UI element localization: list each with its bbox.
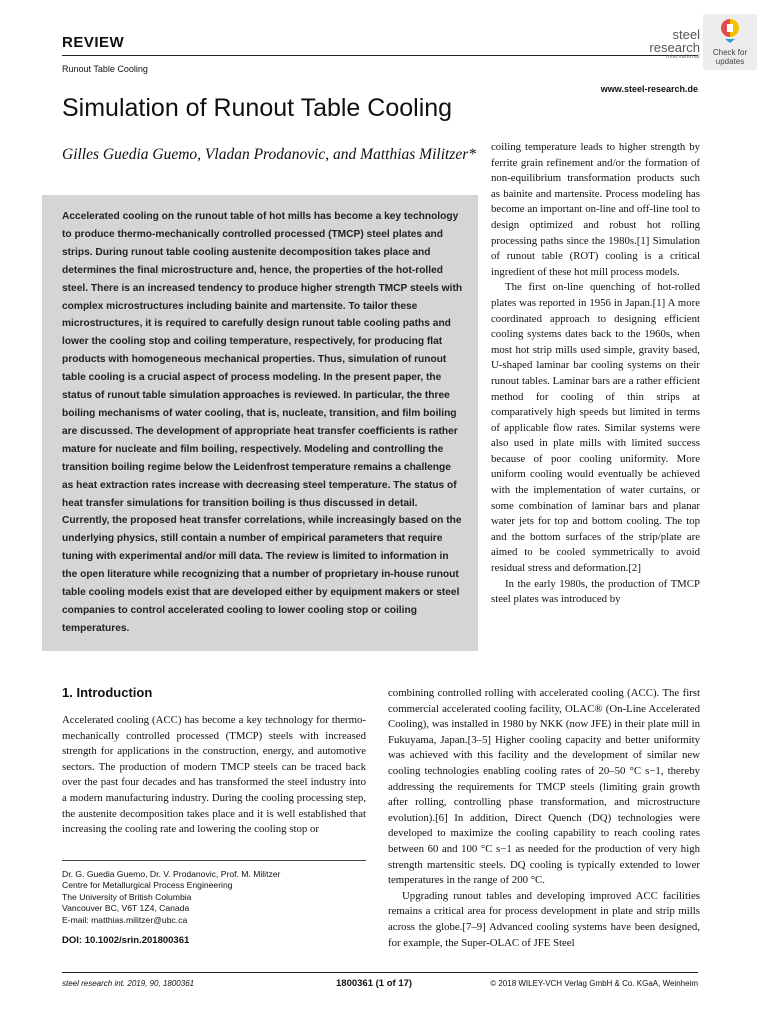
paragraph-first-online-quenching: The first on-line quenching of hot-rolled plates was reported in 1956 in Japan.[1] A more coordinated approach to designing efficient cooling systems dates back to the 1960s, when most hot strip mills used simple, gravity based, U-shaped laminar bar cooling systems on their runout tables. Laminar bars are a rather efficient method for cooling of thin strips at comparatively high speeds but limited in terms of applicable flow rates. Similar systems were also used in plate mills with limited success because of poor cooling uniformity. More uniform cooling would eventually be achieved with the implementation of water curtains, or some combination of laminar bars and planar water jets for top and bottom cooling. The top and the bottom surfaces of the strip/plate are aimed to be cooled symmetrically to avoid residual stress and deformation.[2]: [491, 281, 700, 575]
paragraph-early-1980s-start: In the early 1980s, the production of TMCP steel plates was introduced by: [491, 577, 700, 606]
footer-page-number: 1800361 (1 of 17): [336, 978, 413, 989]
affiliation-centre: Centre for Metallurgical Process Engineering: [62, 880, 233, 891]
crossmark-icon: [719, 17, 741, 43]
author-list: Gilles Guedia Guemo, Vladan Prodanovic, and Matthias Militzer*: [62, 146, 477, 163]
paragraph-introduction: Accelerated cooling (ACC) has become a key technology for thermo-mechanically controlled processed (TMCP) steels with increased strength for applications in the construction, energy, and automotive sectors. The production of modern TMCP steels can be traced back over the past four decades and has transformed the steel industry into a modern manufacturing industry. During the cooling processing step, the austenite decomposition takes place and it is well established that increasing the cooling rate and lowering the cooling stop or: [62, 714, 366, 836]
logo-word-international: international: [666, 54, 700, 60]
journal-url-link[interactable]: www.steel-research.de: [600, 84, 698, 94]
footer-citation: steel research int. 2019, 90, 1800361: [62, 979, 195, 988]
affiliation-university: The University of British Columbia: [62, 891, 192, 902]
affiliation-email-link[interactable]: E-mail: matthias.militzer@ubc.ca: [62, 914, 188, 925]
paragraph-coiling: coiling temperature leads to higher strength by ferrite grain refinement and/or the formation of non-equilibrium transformation products such as bainite and martensite. Process modeling has become an important on-line and off-line tool to design optimized and robust hot rolling processing paths since the 1980s.[1] Simulation of runout table (ROT) cooling is a critical ingredient of these hot mill process models.: [491, 141, 700, 278]
abstract-text: Accelerated cooling on the runout table of hot mills has become a key technology to produce thermo-mechanically controlled processed (TMCP) steel plates and strips. During runout table cooling austenite decomposition takes place and determines the final microstructure and, hence, the properties of the hot-rolled steel. There is an increased tendency to produce higher strength TMCP steels with complex microstructures including bainite and martensite. To tailor these microstructures, it is required to carefully design runout table cooling paths and lower the cooling stop and coiling temperature, respectively, for producing flat products with homogeneous mechanical properties. Thus, simulation of runout table cooling is a crucial aspect of process modeling. In the present paper, the status of runout table simulation approaches is reviewed. In particular, the three boiling mechanisms of water cooling, that is, nucleate, transition, and film boiling are discussed. The development of appropriate heat transfer coefficients is rather mature for nucleate and film boiling, respectively. Modeling and controlling the transition boiling regime below the Leidenfrost temperature remains a challenge as heat extraction rates increase with decreasing steel temperature. The status of heat transfer simulations for transition boiling is thus discussed in detail. Currently, the proposed heat transfer correlations, while increasingly based on the underlying physics, still contain a number of empirical parameters that require tuning with experimental and/or mill data. The review is limited to information in the open literature while recognizing that a number of proprietary in-house runout table cooling models exist that are developed either by equipment makers or steel companies to control accelerated cooling to lower cooling stop or coiling temperatures.: [62, 211, 463, 634]
article-title: Simulation of Runout Table Cooling: [62, 94, 453, 122]
journal-logo: [624, 28, 700, 60]
affiliation-block: [62, 869, 366, 926]
check-label-line1: Check for: [712, 48, 748, 57]
right-column: [491, 140, 700, 608]
footer-copyright: © 2018 WILEY-VCH Verlag GmbH & Co. KGaA, Weinheim: [490, 979, 698, 988]
right-column-lower: [388, 686, 700, 951]
affiliation-authors: Dr. G. Guedia Guemo, Dr. V. Prodanovic, Prof. M. Militzer: [62, 869, 281, 879]
header-rule: [62, 55, 698, 56]
check-label-line2: updates: [715, 57, 745, 66]
section-heading-introduction: 1. Introduction: [62, 685, 153, 700]
doi-link[interactable]: DOI: 10.1002/srin.201800361: [62, 935, 190, 946]
logo-word-steel: steel: [672, 27, 700, 42]
section-type-label: REVIEW: [62, 34, 125, 51]
logo-word-research: research: [649, 40, 700, 55]
running-head: Runout Table Cooling: [62, 64, 148, 74]
affiliation-address: Vancouver BC, V6T 1Z4, Canada: [62, 903, 190, 914]
paragraph-early-1980s-continued: combining controlled rolling with accelerated cooling (ACC). The first commercial accelerated cooling facility, OLAC® (On-Line Accelerated Cooling), was installed in 1980 by NKK (now JFE) in their plate mill in Fukuyama, Japan.[3–5] Higher cooling capacity and better uniformity was achieved with this facility and the development of similar new cooling technologies enabling cooling rates of 20–50 °C s−1, thereby addressing the requirements for TMCP steels (limiting grain growth after rolling, controlling phase transformation, and microstructure evolution).[6] In addition, Direct Quench (DQ) technologies were developed to maximize the cooling capability to reach cooling rates between 60 and 100 °C s−1 as needed for the production of very high strength martensitic steels. DQ cooling is typically extended to lower temperatures in the range of 200 °C.: [388, 687, 700, 887]
check-for-updates-button[interactable]: [703, 14, 757, 70]
paragraph-upgrading-runout-tables: Upgrading runout tables and developing improved ACC facilities remains a critical area for process development in plate and strip mills across the globe.[7–9] Advanced cooling systems have been designed, for example, the Super-OLAC of JFE Steel: [388, 889, 700, 949]
affiliation-rule: [62, 860, 366, 861]
footer-rule: [62, 972, 698, 973]
